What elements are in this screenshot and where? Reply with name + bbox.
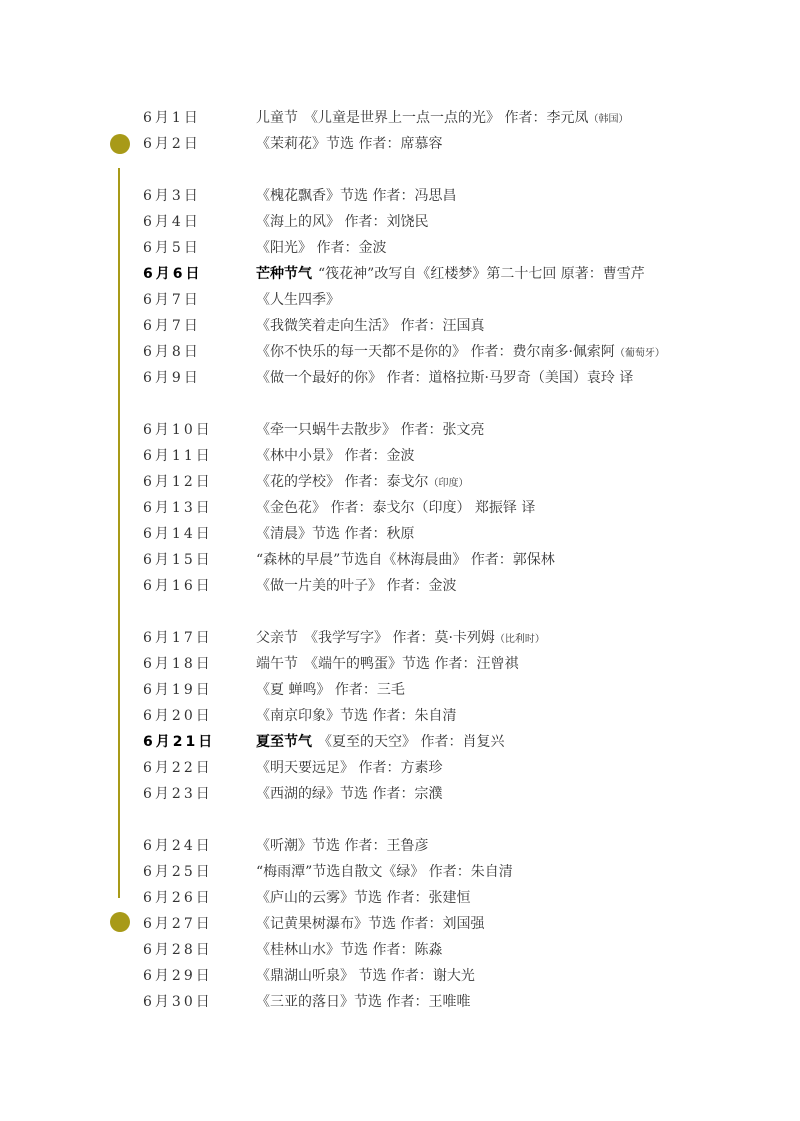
schedule-row — [0, 105, 800, 131]
row-title-author: 《端午的鸭蛋》节选 作者：汪曾祺 — [304, 656, 519, 672]
row-title-author: 《夏 蝉鸣》 作者：三毛 — [256, 682, 405, 698]
row-title-author: 《槐花飘香》节选 作者：冯思昌 — [256, 188, 457, 204]
schedule-row — [0, 651, 800, 677]
schedule-row — [0, 547, 800, 573]
row-title-author: 《金色花》 作者：泰戈尔（印度） 郑振铎 译 — [256, 500, 536, 516]
schedule-row — [0, 755, 800, 781]
row-date: 6月7日 — [143, 318, 201, 334]
schedule-row — [0, 963, 800, 989]
row-date: 6月26日 — [143, 890, 213, 906]
row-title-author: 《西湖的绿》节选 作者：宗濮 — [256, 786, 443, 802]
row-content — [256, 131, 442, 157]
schedule-row — [0, 443, 800, 469]
row-title-author: 《海上的风》 作者：刘饶民 — [256, 214, 429, 230]
row-title-author: 《南京印象》节选 作者：朱自清 — [256, 708, 457, 724]
schedule-row — [0, 417, 800, 443]
row-occasion: 夏至节气 — [256, 734, 312, 750]
row-content — [256, 937, 442, 963]
row-content — [256, 859, 513, 885]
row-date: 6月13日 — [143, 500, 213, 516]
row-title-author: 《我微笑着走向生活》 作者：汪国真 — [256, 318, 485, 334]
row-title-author: “梅雨潭”节选自散文《绿》 作者：朱自清 — [256, 864, 513, 880]
row-content — [256, 469, 468, 497]
row-date: 6月18日 — [143, 656, 213, 672]
schedule-row — [0, 131, 800, 157]
row-date: 6月27日 — [143, 916, 213, 932]
row-title-author: 《儿童是世界上一点一点的光》 作者：李元凤 — [304, 110, 589, 126]
row-content — [256, 183, 456, 209]
schedule-row — [0, 573, 800, 599]
row-content — [256, 677, 405, 703]
schedule-row — [0, 625, 800, 651]
row-date: 6月25日 — [143, 864, 213, 880]
row-title-author: 《记黄果树瀑布》节选 作者：刘国强 — [256, 916, 485, 932]
row-content — [256, 261, 645, 287]
row-date: 6月3日 — [143, 188, 201, 204]
date-group — [0, 417, 800, 599]
schedule-row — [0, 911, 800, 937]
row-content — [256, 495, 535, 521]
row-date: 6月17日 — [143, 630, 213, 646]
row-title-author: 《鼎湖山听泉》 节选 作者：谢大光 — [256, 968, 475, 984]
row-occasion: 父亲节 — [256, 630, 298, 646]
schedule-row — [0, 703, 800, 729]
row-content — [256, 989, 470, 1015]
row-content — [256, 573, 456, 599]
row-title-author: 《茉莉花》节选 作者：席慕容 — [256, 136, 443, 152]
schedule-row — [0, 937, 800, 963]
row-date: 6月29日 — [143, 968, 213, 984]
schedule-row — [0, 495, 800, 521]
row-date: 6月4日 — [143, 214, 201, 230]
row-date: 6月22日 — [143, 760, 213, 776]
row-content — [256, 729, 504, 755]
row-date: 6月12日 — [143, 474, 213, 490]
row-date: 6月2日 — [143, 136, 201, 152]
row-title-author: 《三亚的落日》节选 作者：王唯唯 — [256, 994, 471, 1010]
row-date: 6月15日 — [143, 552, 213, 568]
row-content — [256, 963, 475, 989]
row-title-author: 《桂林山水》节选 作者：陈淼 — [256, 942, 443, 958]
row-content — [256, 703, 456, 729]
row-date: 6月1日 — [143, 110, 201, 126]
row-date: 6月7日 — [143, 292, 201, 308]
row-content — [256, 651, 518, 677]
row-content — [256, 313, 484, 339]
row-country-note: （比利时） — [494, 634, 545, 645]
schedule-row — [0, 989, 800, 1015]
row-title-author: 《花的学校》 作者：泰戈尔 — [256, 474, 429, 490]
row-occasion: 芒种节气 — [256, 266, 312, 282]
schedule-row — [0, 677, 800, 703]
row-title-author: 《我学写字》 作者：莫·卡列姆 — [304, 630, 495, 646]
schedule-row — [0, 469, 800, 495]
row-content — [256, 287, 340, 313]
row-title-author: 《人生四季》 — [256, 292, 340, 308]
schedule-row — [0, 209, 800, 235]
row-content — [256, 521, 414, 547]
row-date: 6月16日 — [143, 578, 213, 594]
row-title-author: 《阳光》 作者：金波 — [256, 240, 387, 256]
reading-schedule-list — [0, 105, 800, 1041]
row-country-note: （韩国） — [588, 114, 629, 125]
row-date: 6月8日 — [143, 344, 201, 360]
row-date: 6月28日 — [143, 942, 213, 958]
row-content — [256, 547, 555, 573]
row-title-author: 《听潮》节选 作者：王鲁彦 — [256, 838, 429, 854]
row-occasion: 儿童节 — [256, 110, 298, 126]
row-country-note: （葡萄牙） — [614, 348, 665, 359]
schedule-row — [0, 729, 800, 755]
schedule-row — [0, 261, 800, 287]
row-country-note: （印度） — [428, 478, 469, 489]
row-title-author: 《庐山的云雾》节选 作者：张建恒 — [256, 890, 471, 906]
schedule-row — [0, 521, 800, 547]
row-date: 6月21日 — [143, 734, 216, 750]
row-title-author: “森林的早晨”节选自《林海晨曲》 作者：郭保林 — [256, 552, 555, 568]
row-content — [256, 443, 414, 469]
row-date: 6月23日 — [143, 786, 213, 802]
row-content — [256, 209, 428, 235]
schedule-row — [0, 183, 800, 209]
row-title-author: 《做一片美的叶子》 作者：金波 — [256, 578, 457, 594]
schedule-row — [0, 859, 800, 885]
row-content — [256, 885, 470, 911]
schedule-row — [0, 339, 800, 365]
row-date: 6月9日 — [143, 370, 201, 386]
row-occasion: 端午节 — [256, 656, 298, 672]
row-content — [256, 625, 545, 653]
row-content — [256, 339, 665, 367]
row-title-author: 《夏至的天空》 作者：肖复兴 — [318, 734, 505, 750]
row-date: 6月14日 — [143, 526, 213, 542]
date-group — [0, 105, 800, 157]
schedule-row — [0, 781, 800, 807]
row-content — [256, 833, 428, 859]
row-content — [256, 365, 633, 391]
row-title-author: 《牵一只蜗牛去散步》 作者：张文亮 — [256, 422, 485, 438]
row-content — [256, 105, 628, 133]
row-title-author: “筏花神”改写自《红楼梦》第二十七回 原著：曹雪芹 — [318, 266, 645, 282]
row-date: 6月19日 — [143, 682, 213, 698]
row-title-author: 《做一个最好的你》 作者：道格拉斯·马罗奇（美国）袁玲 译 — [256, 370, 634, 386]
schedule-row — [0, 235, 800, 261]
date-group — [0, 625, 800, 807]
row-content — [256, 417, 484, 443]
row-content — [256, 755, 442, 781]
row-date: 6月30日 — [143, 994, 213, 1010]
row-date: 6月6日 — [143, 266, 203, 282]
date-group — [0, 183, 800, 391]
schedule-row — [0, 365, 800, 391]
row-date: 6月5日 — [143, 240, 201, 256]
row-date: 6月11日 — [143, 448, 213, 464]
row-content — [256, 235, 386, 261]
row-content — [256, 781, 442, 807]
schedule-row — [0, 287, 800, 313]
row-title-author: 《清晨》节选 作者：秋原 — [256, 526, 415, 542]
schedule-row — [0, 885, 800, 911]
row-date: 6月10日 — [143, 422, 213, 438]
row-content — [256, 911, 484, 937]
row-title-author: 《明天要远足》 作者：方素珍 — [256, 760, 443, 776]
row-date: 6月20日 — [143, 708, 213, 724]
schedule-row — [0, 833, 800, 859]
row-date: 6月24日 — [143, 838, 213, 854]
row-title-author: 《林中小景》 作者：金波 — [256, 448, 415, 464]
row-title-author: 《你不快乐的每一天都不是你的》 作者：费尔南多·佩索阿 — [256, 344, 615, 360]
date-group — [0, 833, 800, 1015]
schedule-row — [0, 313, 800, 339]
